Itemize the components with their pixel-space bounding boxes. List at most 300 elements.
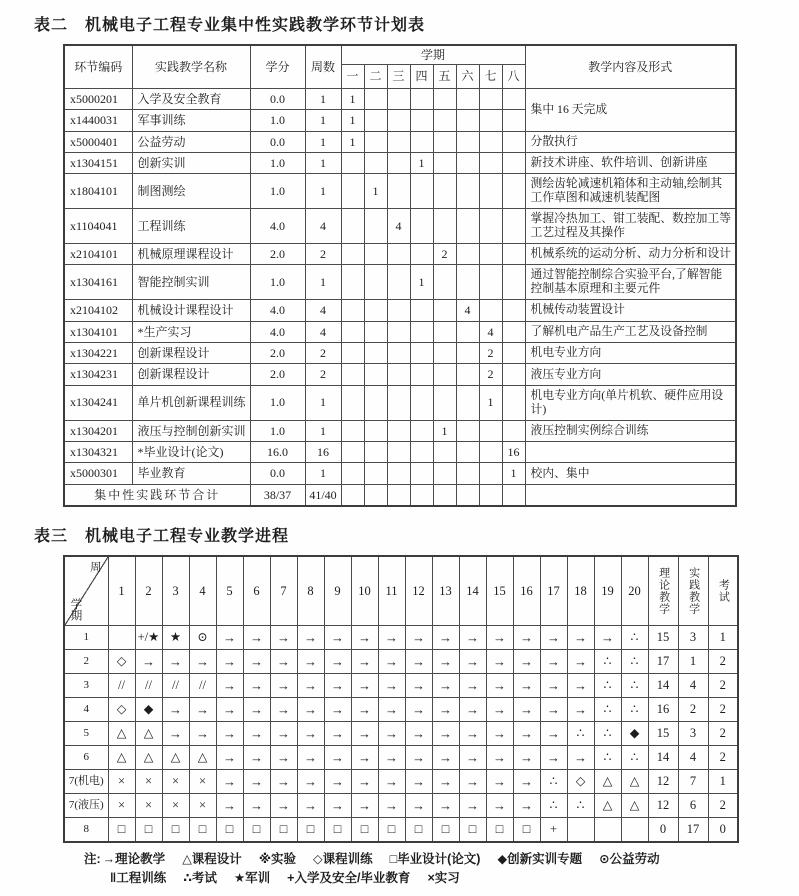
content-cell: 测绘齿轮减速机箱体和主动轴,绘制其工作草图和减速机装配图	[525, 174, 736, 209]
week-cell: ★	[162, 626, 189, 650]
semester-cell	[502, 420, 525, 441]
semester-cell	[456, 209, 479, 244]
week-col-header: 8	[297, 556, 324, 626]
week-cell: →	[270, 770, 297, 794]
week-cell: →	[297, 746, 324, 770]
semester-cell	[341, 321, 364, 342]
semester-cell	[479, 265, 502, 300]
semester-cell: 16	[502, 441, 525, 462]
week-cell: →	[270, 746, 297, 770]
week-cell: →	[243, 746, 270, 770]
progress-row	[64, 818, 738, 843]
week-cell: →	[216, 794, 243, 818]
semester-cell	[364, 342, 387, 363]
week-cell: ◇	[567, 770, 594, 794]
semester-cell	[364, 131, 387, 152]
week-cell: →	[567, 650, 594, 674]
week-cell: →	[405, 746, 432, 770]
week-cell: →	[189, 650, 216, 674]
semester-cell	[502, 243, 525, 264]
progress-row	[64, 650, 738, 674]
summary-cell: 0	[648, 818, 678, 843]
semester-cell	[387, 131, 410, 152]
legend-item: ∴考试	[183, 870, 217, 885]
summary-cell: 4	[678, 746, 708, 770]
summary-cell: 1	[708, 770, 738, 794]
week-cell: →	[270, 674, 297, 698]
table-row	[64, 209, 736, 244]
semester-cell	[410, 385, 433, 420]
week-cell: →	[378, 794, 405, 818]
semester-cell	[502, 484, 525, 506]
table-row	[64, 420, 736, 441]
week-cell: ×	[135, 770, 162, 794]
course-code: x5000301	[64, 463, 132, 484]
course-code: x1304241	[64, 385, 132, 420]
summary-cell: 12	[648, 770, 678, 794]
week-cell: →	[567, 626, 594, 650]
semester-cell	[456, 131, 479, 152]
week-col-header: 14	[459, 556, 486, 626]
semester-cell	[410, 420, 433, 441]
progress-row	[64, 674, 738, 698]
course-name: 机械设计课程设计	[132, 300, 250, 321]
week-cell: △	[189, 746, 216, 770]
semester-cell	[364, 209, 387, 244]
semester-col-header: 五	[433, 65, 456, 88]
week-col-header: 11	[378, 556, 405, 626]
summary-cell: 14	[648, 746, 678, 770]
semester-cell	[364, 484, 387, 506]
course-code: x2104101	[64, 243, 132, 264]
table-row	[64, 174, 736, 209]
week-cell: →	[135, 650, 162, 674]
week-col-header: 3	[162, 556, 189, 626]
table2-header-row1	[64, 45, 736, 65]
week-cell: ∴	[594, 746, 621, 770]
week-col-header: 20	[621, 556, 648, 626]
content-cell: 分散执行	[525, 131, 736, 152]
summary-cell: 16	[648, 698, 678, 722]
summary-cell: 2	[708, 794, 738, 818]
semester-cell	[502, 385, 525, 420]
course-name: 液压与控制创新实训	[132, 420, 250, 441]
week-cell: →	[297, 674, 324, 698]
week-cell: +	[540, 818, 567, 843]
week-cell: →	[378, 698, 405, 722]
semester-cell	[433, 300, 456, 321]
week-cell: →	[405, 626, 432, 650]
content-cell: 液压控制实例综合训练	[525, 420, 736, 441]
content-cell: 通过智能控制综合实验平台,了解智能控制基本原理和主要元件	[525, 265, 736, 300]
week-cell: →	[270, 650, 297, 674]
week-cell: △	[135, 746, 162, 770]
semester-cell	[387, 88, 410, 109]
week-cell: △	[594, 794, 621, 818]
summary-cell: 1	[678, 650, 708, 674]
legend-item: ★军训	[233, 870, 271, 885]
week-cell: →	[513, 770, 540, 794]
week-cell	[594, 818, 621, 843]
credit-value: 16.0	[250, 441, 305, 462]
table-row	[64, 441, 736, 462]
week-cell: ∴	[621, 626, 648, 650]
semester-cell	[479, 484, 502, 506]
table-row	[64, 385, 736, 420]
content-cell: 机电专业方向	[525, 342, 736, 363]
week-cell: →	[513, 626, 540, 650]
semester-cell	[433, 88, 456, 109]
semester-cell	[410, 243, 433, 264]
table-row	[64, 88, 736, 109]
semester-cell: 1	[410, 265, 433, 300]
semester-cell	[433, 110, 456, 131]
semester-cell	[502, 88, 525, 109]
practice-plan-table	[63, 44, 737, 507]
course-code: x1440031	[64, 110, 132, 131]
week-cell: ×	[189, 770, 216, 794]
week-cell: →	[243, 626, 270, 650]
week-cell: →	[405, 722, 432, 746]
semester-cell	[364, 321, 387, 342]
week-cell: →	[540, 650, 567, 674]
week-cell: →	[459, 674, 486, 698]
summary-cell: 0	[708, 818, 738, 843]
credit-value: 0.0	[250, 88, 305, 109]
week-cell: □	[189, 818, 216, 843]
table-row	[64, 463, 736, 484]
credit-value: 1.0	[250, 420, 305, 441]
semester-cell: 2	[479, 342, 502, 363]
week-cell: //	[135, 674, 162, 698]
semester-cell: 1	[502, 463, 525, 484]
week-cell: ∴	[540, 794, 567, 818]
col-header-credit: 学分	[250, 45, 305, 88]
semester-cell	[410, 342, 433, 363]
course-code: x1804101	[64, 174, 132, 209]
weeks-value: 1	[305, 131, 341, 152]
week-cell: →	[216, 650, 243, 674]
semester-cell: 4	[479, 321, 502, 342]
week-cell: ◇	[108, 650, 135, 674]
legend-item: ‖工程训练	[110, 870, 167, 885]
course-name: *生产实习	[132, 321, 250, 342]
semester-cell	[387, 243, 410, 264]
semester-cell	[456, 364, 479, 385]
week-cell: →	[270, 722, 297, 746]
course-code: x1304231	[64, 364, 132, 385]
semester-cell	[433, 463, 456, 484]
week-cell: →	[351, 626, 378, 650]
week-cell: →	[513, 746, 540, 770]
semester-cell	[456, 441, 479, 462]
week-cell: →	[162, 698, 189, 722]
content-cell: 校内、集中	[525, 463, 736, 484]
week-cell: ∴	[567, 794, 594, 818]
week-cell: ×	[135, 794, 162, 818]
week-col-header: 6	[243, 556, 270, 626]
semester-row-label: 1	[64, 626, 108, 650]
weeks-value: 2	[305, 342, 341, 363]
week-cell: →	[486, 626, 513, 650]
corner-header	[64, 556, 108, 626]
week-cell: →	[324, 770, 351, 794]
week-col-header: 17	[540, 556, 567, 626]
week-cell: →	[189, 722, 216, 746]
credit-value: 2.0	[250, 243, 305, 264]
semester-col-header: 六	[456, 65, 479, 88]
semester-cell	[479, 420, 502, 441]
week-cell: □	[216, 818, 243, 843]
credit-value: 4.0	[250, 209, 305, 244]
semester-cell	[410, 484, 433, 506]
weeks-value: 1	[305, 88, 341, 109]
week-cell	[108, 626, 135, 650]
table-row	[64, 131, 736, 152]
week-cell: →	[432, 746, 459, 770]
semester-cell	[341, 265, 364, 300]
semester-cell	[364, 152, 387, 173]
semester-cell	[502, 174, 525, 209]
legend-item: ※实验	[258, 852, 296, 867]
semester-cell	[456, 110, 479, 131]
week-cell: →	[432, 674, 459, 698]
week-cell: →	[486, 794, 513, 818]
week-cell: →	[540, 698, 567, 722]
week-cell: →	[216, 698, 243, 722]
content-cell	[525, 441, 736, 462]
semester-cell	[387, 300, 410, 321]
weeks-value: 2	[305, 243, 341, 264]
semester-cell	[433, 385, 456, 420]
week-cell: →	[297, 650, 324, 674]
semester-col-header: 三	[387, 65, 410, 88]
week-cell: →	[378, 626, 405, 650]
week-col-header: 2	[135, 556, 162, 626]
semester-cell	[387, 484, 410, 506]
week-col-header: 13	[432, 556, 459, 626]
week-cell: ∴	[567, 722, 594, 746]
semester-cell	[456, 152, 479, 173]
semester-cell	[433, 321, 456, 342]
week-cell: →	[459, 650, 486, 674]
semester-cell	[364, 88, 387, 109]
legend-prefix: 注:	[84, 852, 101, 867]
summary-cell: 2	[708, 650, 738, 674]
semester-cell	[433, 131, 456, 152]
week-cell: →	[378, 746, 405, 770]
semester-cell	[433, 209, 456, 244]
course-name: 创新课程设计	[132, 342, 250, 363]
progress-row	[64, 770, 738, 794]
weeks-value: 2	[305, 364, 341, 385]
week-cell: ∴	[540, 770, 567, 794]
week-cell: ∴	[621, 746, 648, 770]
week-cell: →	[459, 794, 486, 818]
week-cell: →	[162, 650, 189, 674]
course-name: 机械原理课程设计	[132, 243, 250, 264]
content-cell: 机械传动装置设计	[525, 300, 736, 321]
week-cell: →	[432, 722, 459, 746]
semester-cell	[387, 441, 410, 462]
week-cell: □	[405, 818, 432, 843]
week-col-header: 1	[108, 556, 135, 626]
semester-row-label: 3	[64, 674, 108, 698]
course-name: 制图测绘	[132, 174, 250, 209]
semester-cell	[479, 463, 502, 484]
semester-cell: 4	[387, 209, 410, 244]
week-cell: →	[270, 698, 297, 722]
week-cell	[567, 818, 594, 843]
summary-cell: 7	[678, 770, 708, 794]
week-cell: ×	[108, 770, 135, 794]
week-cell: ⊙	[189, 626, 216, 650]
week-cell: →	[567, 746, 594, 770]
week-cell: △	[108, 746, 135, 770]
week-col-header: 4	[189, 556, 216, 626]
week-cell: //	[189, 674, 216, 698]
semester-cell	[502, 364, 525, 385]
col-header-code: 环节编码	[64, 45, 132, 88]
semester-cell	[410, 110, 433, 131]
semester-cell	[502, 342, 525, 363]
semester-cell: 1	[364, 174, 387, 209]
week-col-header: 10	[351, 556, 378, 626]
course-name: 入学及安全教育	[132, 88, 250, 109]
course-code: x1304151	[64, 152, 132, 173]
summary-cell: 2	[708, 746, 738, 770]
course-code: x1304201	[64, 420, 132, 441]
week-cell: →	[432, 698, 459, 722]
semester-cell	[456, 342, 479, 363]
semester-cell	[410, 300, 433, 321]
week-cell: →	[189, 698, 216, 722]
summary-cell: 12	[648, 794, 678, 818]
table-row	[64, 321, 736, 342]
semester-cell	[479, 131, 502, 152]
summary-cell: 15	[648, 626, 678, 650]
table-row	[64, 243, 736, 264]
week-cell: →	[351, 770, 378, 794]
week-cell: △	[162, 746, 189, 770]
semester-cell	[410, 88, 433, 109]
legend-item: +入学及安全/毕业教育	[287, 870, 411, 885]
col-header-weeks: 周数	[305, 45, 341, 88]
semester-cell	[456, 88, 479, 109]
semester-cell	[410, 131, 433, 152]
week-cell: →	[405, 698, 432, 722]
summary-cell: 1	[708, 626, 738, 650]
semester-cell	[364, 300, 387, 321]
semester-cell: 1	[341, 131, 364, 152]
course-name: 军事训练	[132, 110, 250, 131]
week-cell: →	[270, 626, 297, 650]
week-cell: →	[459, 746, 486, 770]
semester-cell	[364, 110, 387, 131]
semester-cell	[502, 131, 525, 152]
week-cell: →	[351, 746, 378, 770]
summary-cell: 2	[708, 722, 738, 746]
course-name: 单片机创新课程训练	[132, 385, 250, 420]
table-row	[64, 265, 736, 300]
week-cell: →	[405, 770, 432, 794]
content-cell: 了解机电产品生产工艺及设备控制	[525, 321, 736, 342]
weeks-value: 1	[305, 265, 341, 300]
week-cell: →	[324, 626, 351, 650]
week-cell: →	[270, 794, 297, 818]
week-col-header: 15	[486, 556, 513, 626]
content-cell: 掌握冷热加工、钳工装配、数控加工等工艺过程及其操作	[525, 209, 736, 244]
semester-row-label: 5	[64, 722, 108, 746]
week-cell: →	[459, 770, 486, 794]
semester-cell: 1	[479, 385, 502, 420]
week-cell: →	[513, 722, 540, 746]
week-col-header: 12	[405, 556, 432, 626]
content-cell: 新技术讲座、软件培训、创新讲座	[525, 152, 736, 173]
progress-row	[64, 722, 738, 746]
weeks-value: 4	[305, 209, 341, 244]
table-row	[64, 300, 736, 321]
legend	[84, 850, 799, 888]
week-cell: →	[324, 794, 351, 818]
credit-value: 1.0	[250, 385, 305, 420]
semester-cell	[341, 420, 364, 441]
week-cell: △	[621, 770, 648, 794]
semester-cell	[341, 342, 364, 363]
week-cell: →	[243, 650, 270, 674]
weeks-value: 1	[305, 385, 341, 420]
summary-cell: 15	[648, 722, 678, 746]
week-cell: →	[540, 626, 567, 650]
week-cell: //	[108, 674, 135, 698]
week-cell: ∴	[594, 650, 621, 674]
col-header-content: 教学内容及形式	[525, 45, 736, 88]
summary-col-header: 考试	[708, 556, 738, 626]
week-cell: →	[351, 698, 378, 722]
semester-cell	[433, 484, 456, 506]
course-code: x1104041	[64, 209, 132, 244]
semester-cell	[479, 110, 502, 131]
week-cell: →	[324, 746, 351, 770]
weeks-value: 1	[305, 152, 341, 173]
semester-cell	[387, 152, 410, 173]
week-cell: □	[459, 818, 486, 843]
week-cell: □	[243, 818, 270, 843]
semester-cell	[456, 420, 479, 441]
week-cell: →	[216, 770, 243, 794]
semester-col-header: 八	[502, 65, 525, 88]
semester-cell	[387, 364, 410, 385]
week-cell: →	[216, 626, 243, 650]
week-cell: ×	[162, 794, 189, 818]
teaching-progress-table	[63, 555, 739, 843]
week-cell: →	[243, 674, 270, 698]
summary-cell: 14	[648, 674, 678, 698]
credit-value: 1.0	[250, 174, 305, 209]
week-cell: →	[324, 722, 351, 746]
semester-cell	[341, 174, 364, 209]
course-name: 智能控制实训	[132, 265, 250, 300]
semester-cell	[410, 321, 433, 342]
col-header-semester-group: 学期	[341, 45, 525, 65]
semester-row-label: 4	[64, 698, 108, 722]
week-cell: △	[135, 722, 162, 746]
week-cell: →	[513, 794, 540, 818]
legend-item: →理论教学	[102, 852, 166, 867]
total-row	[64, 484, 736, 506]
week-cell: →	[324, 698, 351, 722]
week-cell: →	[162, 722, 189, 746]
